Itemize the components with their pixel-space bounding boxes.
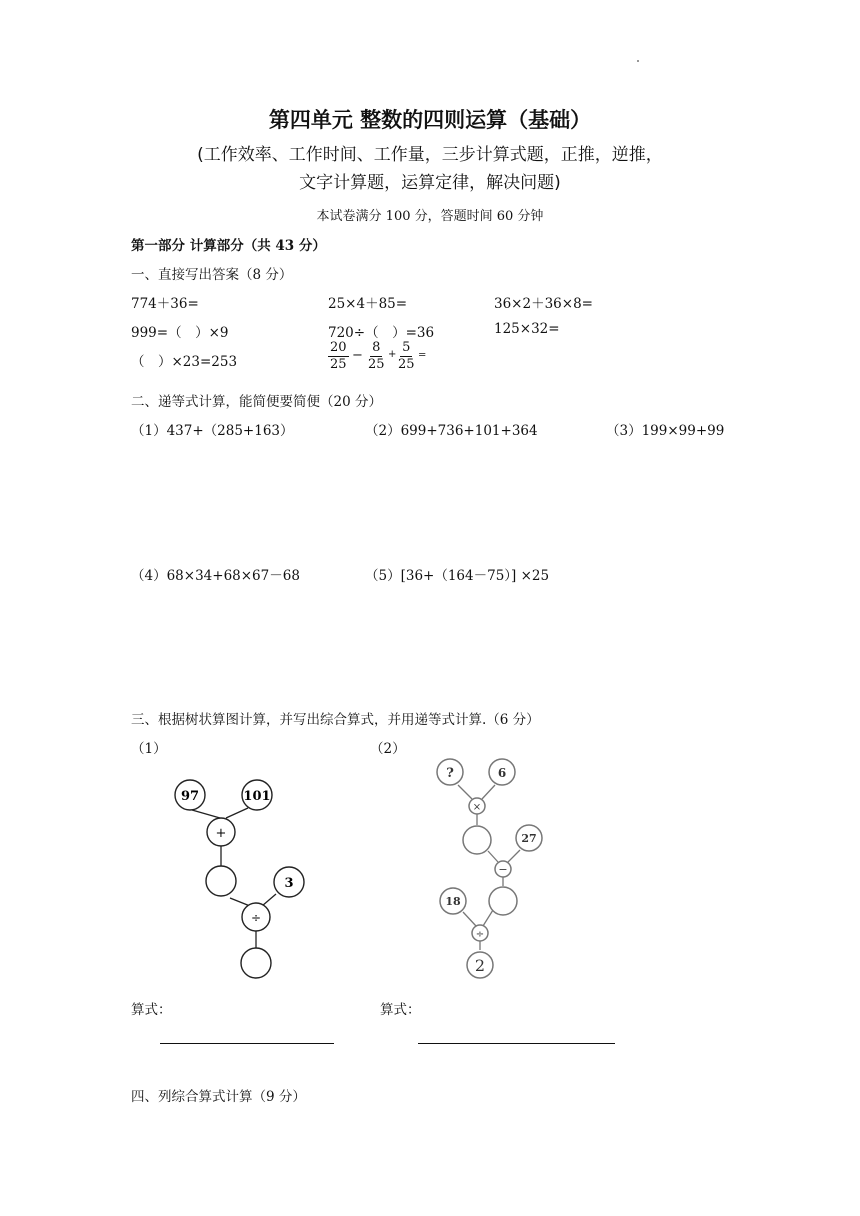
q1-item-7: （ ）×23=253 [131,354,238,370]
fraction-a-denominator: 25 [330,357,347,372]
tree-diagram-2 [430,755,560,985]
tree2-label-27: 27 [521,832,537,845]
tree2-label-divide: ÷ [475,929,485,940]
fraction-c-denominator: 25 [398,357,415,372]
tree2-label-multiply: × [472,802,482,813]
formula-label-2: 算式： [380,1002,421,1018]
page-title: 第四单元 整数的四则运算（基础） [268,108,592,132]
q2-item-1: （1）437+（285+163） [131,423,294,439]
q1-item-6: 125×32= [494,321,560,337]
q1-item-3: 36×2＋36×8= [494,296,593,312]
q3-heading: 三、根据树状算图计算，并写出综合算式，并用递等式计算.（6 分） [131,712,540,728]
tree1-result-final [241,948,271,978]
tree1-label-101: 101 [243,789,271,804]
formula-answer-line-1[interactable] [160,1043,334,1044]
q1-item-5: 720÷（ ）=36 [328,325,435,341]
tree2-result-2 [489,887,517,915]
fraction-equals: = [418,350,427,361]
q2-item-3: （3）199×99+99 [606,423,725,439]
fraction-b [368,340,385,373]
tree1-result-1 [206,866,236,896]
q2-item-4: （4）68×34+68×67－68 [131,568,300,584]
page-subtitle-line1: (工作效率、工作时间、工作量，三步计算式题，正推，逆推， [197,145,663,165]
tree1-label-divide: ÷ [250,911,262,925]
tree1-label-plus: + [215,826,227,841]
q1-item-4: 999=（ ）×9 [131,325,229,341]
tree2-result-1 [463,826,491,854]
tree1-label-3: 3 [284,876,294,891]
formula-answer-line-2[interactable] [418,1043,615,1044]
tree2-label-18: 18 [445,895,461,908]
fraction-op-minus: − [352,348,363,363]
tree1-label-97: 97 [180,789,200,804]
formula-label-1: 算式： [131,1002,172,1018]
q1-item-1: 774＋36= [131,296,199,312]
exam-note: 本试卷满分 100 分，答题时间 60 分钟 [316,209,544,224]
fraction-c-numerator: 5 [402,340,411,355]
q1-heading: 一、直接写出答案（8 分） [131,267,293,283]
tree-diagram-1 [160,770,320,985]
q1-item-2: 25×4＋85= [328,296,408,312]
fraction-b-numerator: 8 [372,340,381,355]
fraction-op-plus: + [388,349,397,360]
q2-item-5: （5）[36+（164－75）] ×25 [365,568,550,584]
tree2-label-unknown: ? [446,766,454,781]
q2-item-2: （2）699+736+101+364 [365,423,538,439]
tree2-label-minus: − [498,863,508,876]
fraction-c [398,340,415,373]
part1-heading: 第一部分 计算部分（共 43 分） [131,238,326,254]
fraction-a [328,340,349,373]
fraction-b-denominator: 25 [368,357,385,372]
q2-heading: 二、递等式计算，能简便要简便（20 分） [131,394,382,410]
tree2-label-2: 2 [474,956,486,975]
page-subtitle-line2: 文字计算题，运算定律，解决问题) [299,173,561,193]
scan-dot [637,60,639,62]
q4-heading: 四、列综合算式计算（9 分） [131,1089,306,1105]
q3-label-1: （1） [131,741,167,757]
fraction-a-numerator: 20 [330,340,347,355]
q3-label-2: （2） [370,741,406,757]
tree2-label-6: 6 [497,766,507,780]
